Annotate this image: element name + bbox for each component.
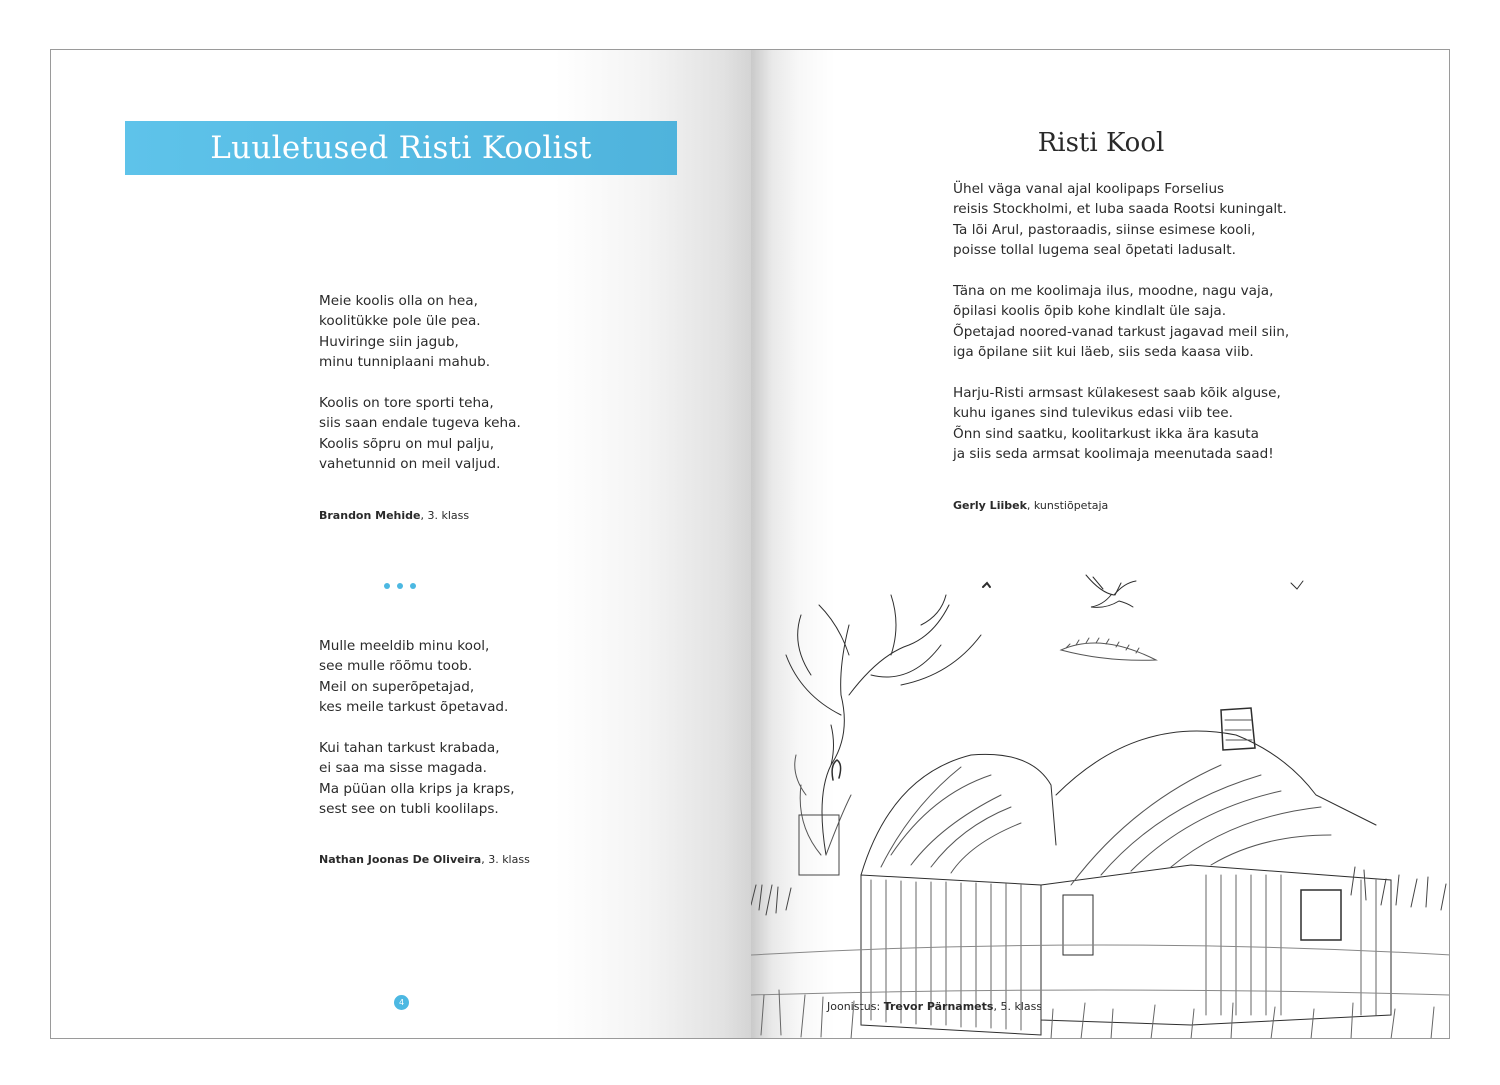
poem-line: Mulle meeldib minu kool, <box>319 638 490 654</box>
poem-line: sest see on tubli koolilaps. <box>319 801 499 818</box>
page-number: 4 <box>394 995 409 1010</box>
poem-line: ja siis seda armsat koolimaja meenutada saad! <box>953 446 1274 463</box>
poem-line: reisis Stockholmi, et luba saada Rootsi kuningalt. <box>953 201 1287 218</box>
perched-bird-icon <box>983 583 990 587</box>
poem-line: Kui tahan tarkust krabada, <box>319 740 500 757</box>
dot <box>397 583 403 589</box>
school-sketch-illustration <box>751 555 1450 1039</box>
poem-line: poisse tollal lugema seal õpetati ladusalt. <box>953 242 1236 259</box>
author-name: Gerly Liibek <box>953 499 1027 512</box>
poem-author <box>953 499 1108 512</box>
poem-line: minu tunniplaani mahub. <box>319 354 491 371</box>
poem-author <box>319 509 469 522</box>
poem-line: koolitükke pole üle pea. <box>319 313 481 330</box>
poem-author <box>319 853 530 866</box>
grass <box>751 867 1450 1039</box>
scribble-shape <box>1061 638 1156 660</box>
left-page <box>51 50 751 1038</box>
small-bird-icon <box>1291 581 1303 589</box>
poem-title: Risti Kool <box>1037 128 1165 158</box>
author-name: Nathan Joonas De Oliveira <box>319 853 482 866</box>
poem-brandon <box>319 291 521 475</box>
poem-line: Koolis sõpru on mul palju, <box>319 435 495 452</box>
title-banner <box>125 121 677 175</box>
poem-line: Harju-Risti armsast külakesest saab kõik alguse, <box>953 385 1281 402</box>
poem-line: iga õpilane siit kui läeb, siis seda kaasa viib. <box>953 344 1254 361</box>
author-role: , 3. klass <box>481 853 530 866</box>
stanza <box>319 636 515 718</box>
poem-line: Meie koolis olla on hea, <box>319 293 478 309</box>
poem-line: Õnn sind saatku, koolitarkust ikka ära kasuta <box>953 425 1259 442</box>
poem-line: Õpetajad noored-vanad tarkust jagavad meil siin, <box>953 323 1290 340</box>
poem-line: kuhu iganes sind tulevikus edasi viib tee. <box>953 405 1233 422</box>
cottage-left <box>861 754 1093 1035</box>
author-role: , 3. klass <box>420 509 470 522</box>
poem-line: ei saa ma sisse magada. <box>319 760 487 777</box>
stanza <box>953 281 1289 363</box>
separator-dots <box>384 583 416 589</box>
credit-artist: Trevor Pärnamets <box>883 1000 994 1013</box>
book-spread <box>50 49 1450 1039</box>
stanza <box>319 738 515 820</box>
stanza <box>319 291 521 373</box>
poem-line: kes meile tarkust õpetavad. <box>319 699 509 716</box>
poem-nathan <box>319 636 515 820</box>
dot <box>384 583 390 589</box>
credit-prefix: Joonistus: <box>827 1000 884 1013</box>
illustration-credit <box>827 1000 1042 1013</box>
author-name: Brandon Mehide <box>319 509 421 522</box>
bare-tree <box>786 595 981 875</box>
right-page <box>751 50 1450 1038</box>
page-title: Luuletused Risti Koolist <box>210 130 592 166</box>
poem-line: Huviringe siin jagub, <box>319 333 459 350</box>
credit-suffix: , 5. klass <box>993 1000 1043 1013</box>
poem-line: see mulle rõõmu toob. <box>319 658 473 675</box>
poem-line: Ma püüan olla krips ja kraps, <box>319 780 515 797</box>
stanza <box>953 383 1289 465</box>
dot <box>410 583 416 589</box>
cottage-right <box>1041 708 1391 1025</box>
poem-gerly <box>953 179 1289 465</box>
poem-line: Täna on me koolimaja ilus, moodne, nagu vaja, <box>953 283 1274 300</box>
stanza <box>319 393 521 475</box>
flying-bird-icon <box>1086 575 1136 607</box>
poem-line: siis saan endale tugeva keha. <box>319 415 521 432</box>
poem-line: Koolis on tore sporti teha, <box>319 395 494 412</box>
author-role: , kunstiõpetaja <box>1026 499 1109 512</box>
poem-line: vahetunnid on meil valjud. <box>319 456 501 473</box>
poem-line: Ühel väga vanal ajal koolipaps Forselius <box>953 181 1225 197</box>
stanza <box>953 179 1289 261</box>
poem-line: Meil on superõpetajad, <box>319 678 475 695</box>
poem-line: Ta lõi Arul, pastoraadis, siinse esimese kooli, <box>953 221 1256 238</box>
poem-line: õpilasi koolis õpib kohe kindlalt üle saja. <box>953 303 1227 320</box>
